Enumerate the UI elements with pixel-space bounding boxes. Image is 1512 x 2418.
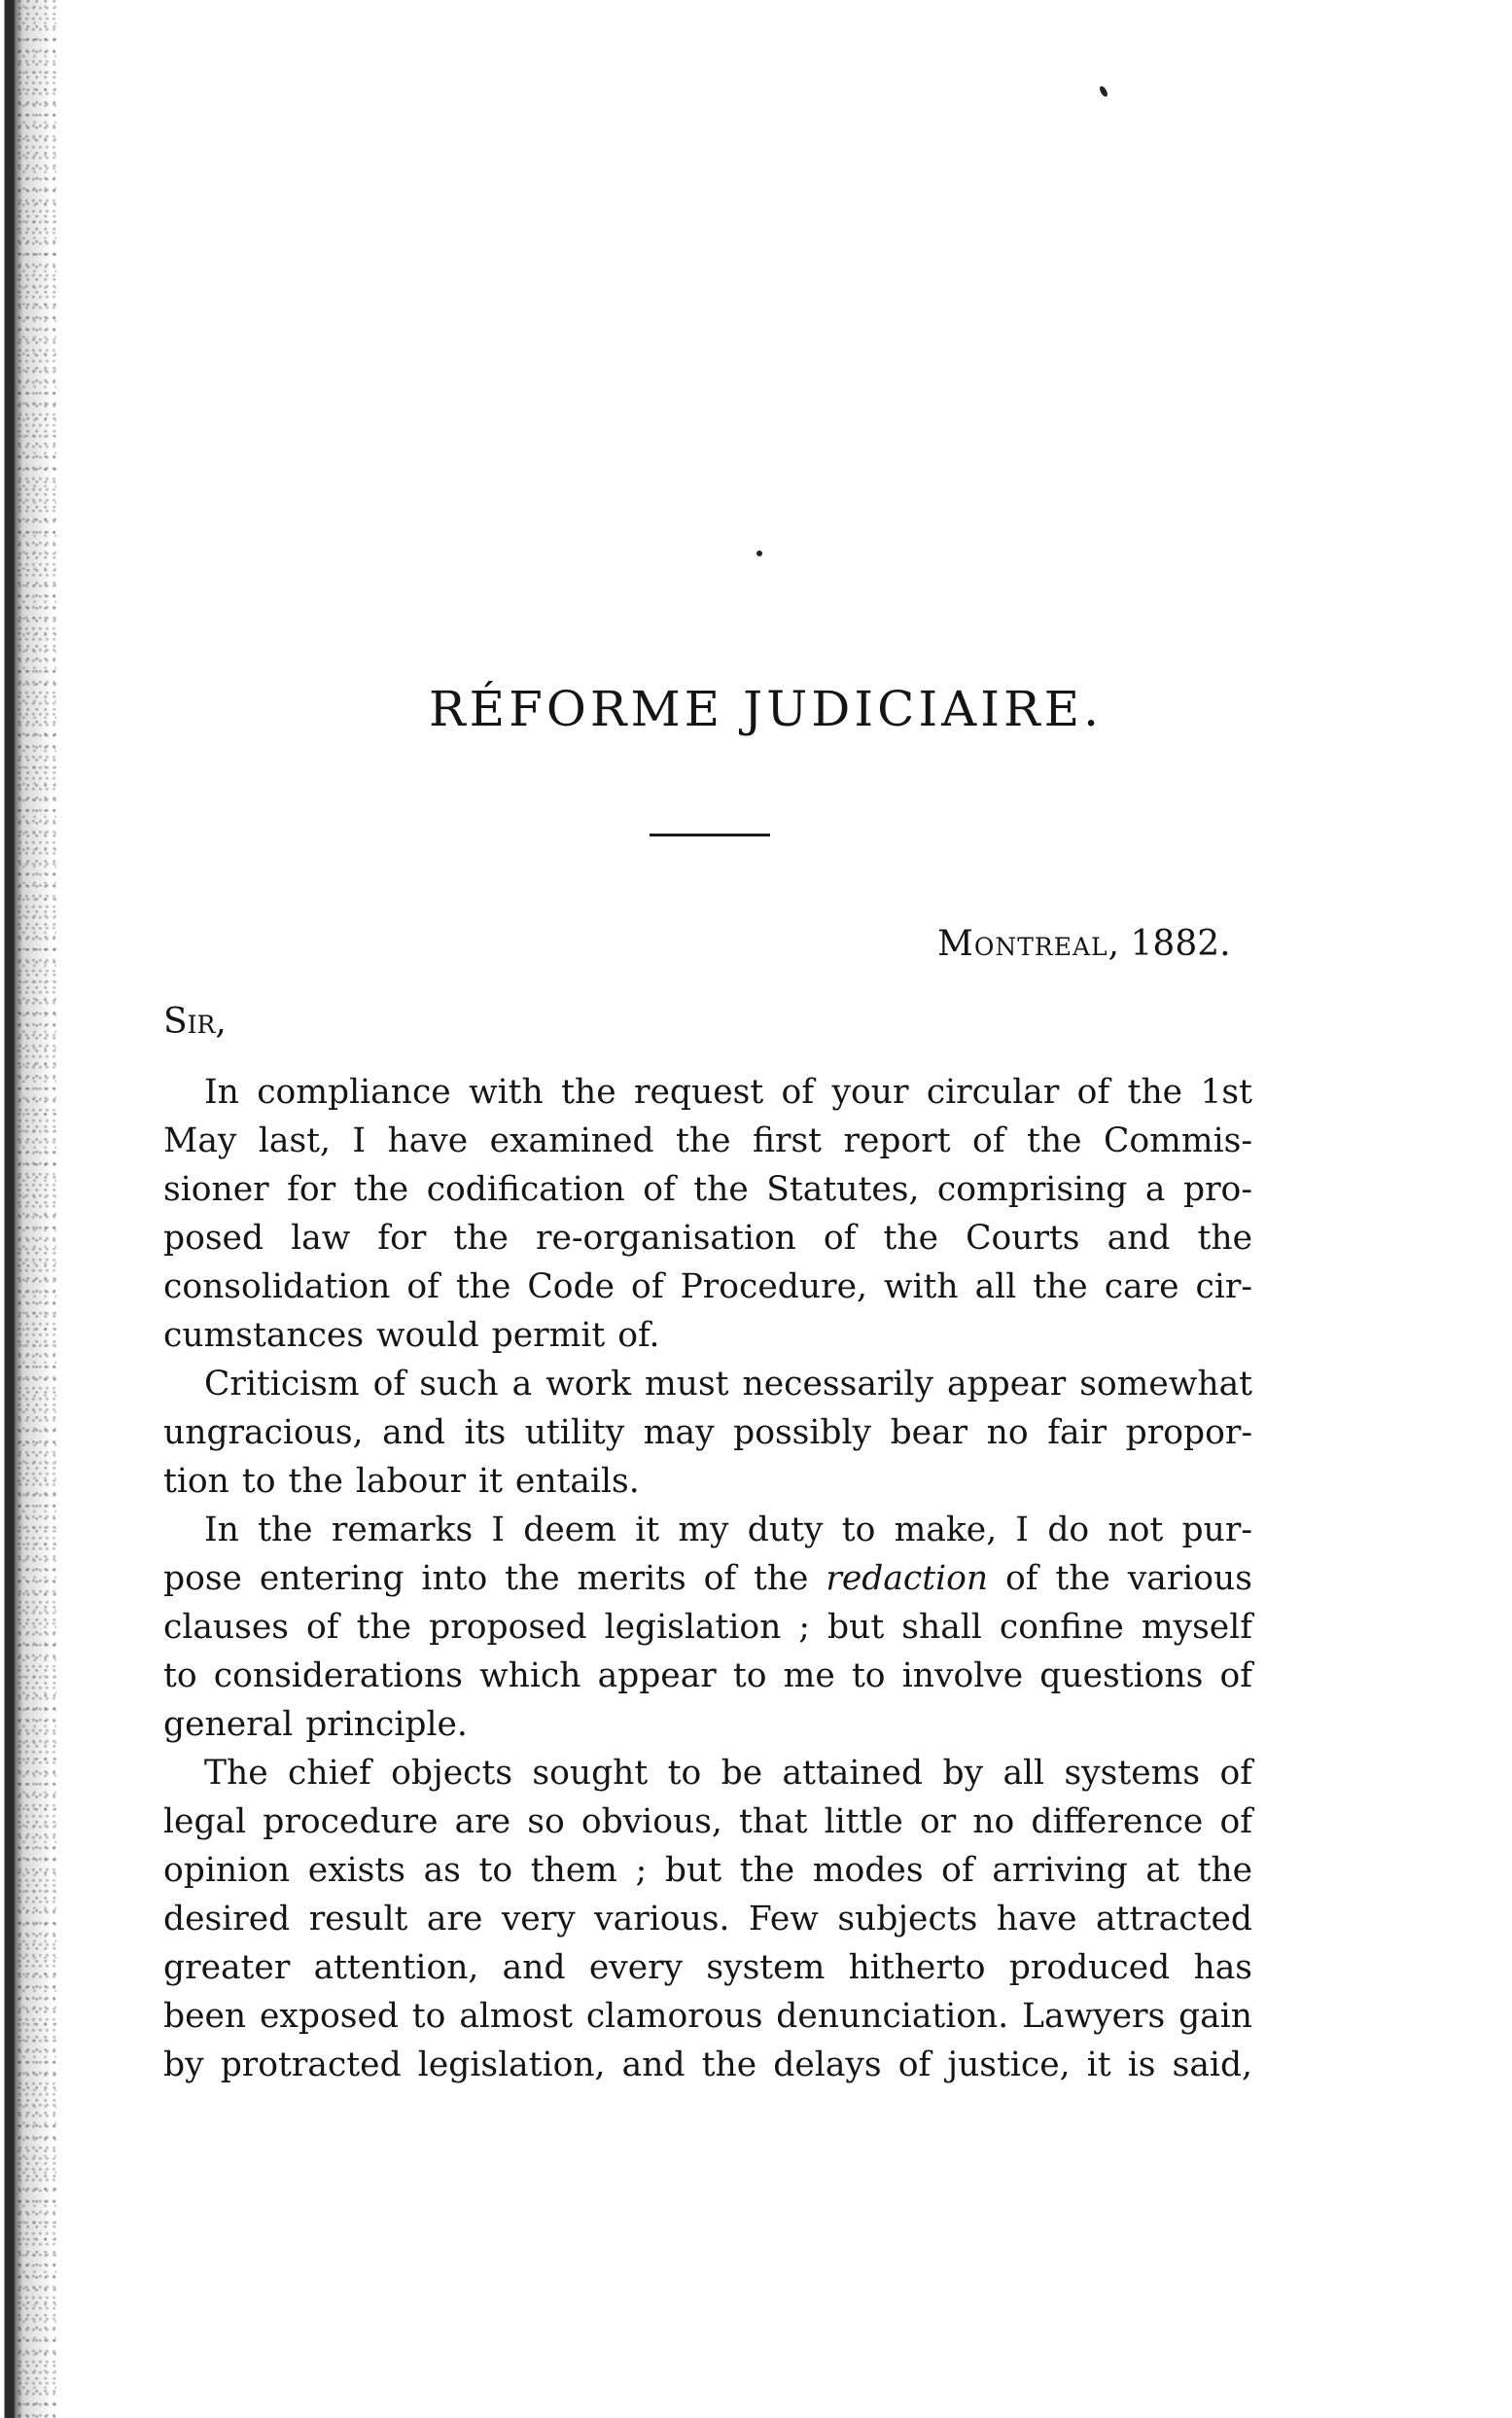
page-title: RÉFORME JUDICIAIRE. xyxy=(429,681,1103,737)
dateline-year: , 1882. xyxy=(1108,924,1231,964)
dateline xyxy=(937,924,1231,964)
text-line: to considerations which appear to me to involve questions of xyxy=(163,1656,1252,1695)
text-line: opinion exists as to them ; but the modes of arriving at the xyxy=(163,1851,1252,1890)
text-segment: pose entering into the merits of the xyxy=(163,1559,826,1598)
binding-shadow xyxy=(18,0,56,2418)
text-line: general principle. xyxy=(163,1705,468,1744)
text-line: tion to the labour it entails. xyxy=(163,1462,640,1501)
text-segment: of the various xyxy=(988,1559,1252,1598)
text-line: by protracted legislation, and the delays of justice, it is said, xyxy=(163,2045,1252,2084)
italic-word: redaction xyxy=(826,1559,989,1598)
text-line: been exposed to almost clamorous denunciation. Lawyers gain xyxy=(163,1997,1252,2036)
body-text xyxy=(163,1068,1252,2089)
text-line: In the remarks I deem it my duty to make, I do not pur- xyxy=(204,1511,1252,1549)
text-line: consolidation of the Code of Procedure, with all the care cir- xyxy=(163,1267,1252,1306)
text-line: In compliance with the request of your circular of the 1st xyxy=(204,1073,1252,1112)
text-line-with-italic xyxy=(163,1554,1252,1603)
salutation: Sir, xyxy=(163,1002,227,1042)
scan-speck xyxy=(756,551,762,556)
text-line: posed law for the re-organisation of the Courts and the xyxy=(163,1219,1252,1258)
dateline-place: Montreal xyxy=(937,924,1108,964)
text-line: cumstances would permit of. xyxy=(163,1316,660,1355)
title-rule xyxy=(650,834,770,836)
text-line: legal procedure are so obvious, that little or no difference of xyxy=(163,1802,1252,1841)
text-line: May last, I have examined the first report of the Commis- xyxy=(163,1121,1252,1160)
text-line: sioner for the codification of the Statutes, comprising a pro- xyxy=(163,1170,1252,1209)
text-line: Criticism of such a work must necessarily appear somewhat xyxy=(204,1365,1252,1404)
text-line: ungracious, and its utility may possibly bear no fair propor- xyxy=(163,1413,1252,1452)
text-line: clauses of the proposed legislation ; but shall confine myself xyxy=(163,1608,1252,1647)
scan-speck xyxy=(1098,85,1108,97)
text-line: greater attention, and every system hitherto produced has xyxy=(163,1948,1252,1987)
text-line: desired result are very various. Few subjects have attracted xyxy=(163,1900,1252,1938)
text-line: The chief objects sought to be attained by all systems of xyxy=(204,1754,1252,1793)
